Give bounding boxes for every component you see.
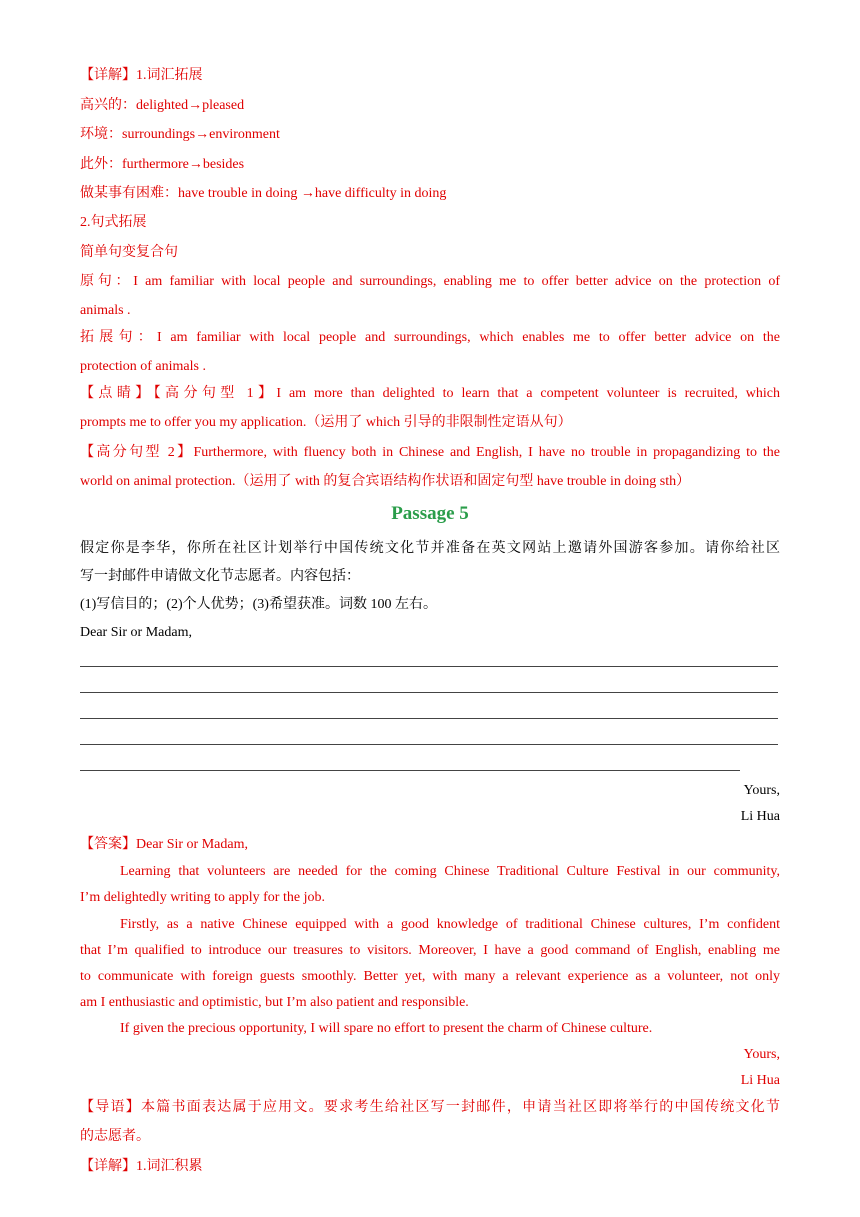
tip2-line1: 【高分句型 2】Furthermore, with fluency both in Chinese and English, I have no trouble in propagandizing to the <box>80 445 780 460</box>
guide-detail: 【详解】1.词汇积累 <box>80 1159 203 1174</box>
sentence-heading: 2.句式拓展 <box>80 215 147 230</box>
expanded-sentence-line1: 拓展句：I am familiar with local people and surroundings, which enables me to offer better advice on the <box>80 330 780 345</box>
writing-line <box>80 770 740 771</box>
expanded-sentence-line2: protection of animals . <box>80 359 206 374</box>
answer-p1-line1: Learning that volunteers are needed for the coming Chinese Traditional Culture Festival in our community, <box>120 864 780 879</box>
answer-p2-line1: Firstly, as a native Chinese equipped with a good knowledge of traditional Chinese cultures, I’m confident <box>120 917 780 932</box>
vocab-item: 做某事有困难：have trouble in doing →have difficulty in doing <box>80 186 447 201</box>
sentence-subheading: 简单句变复合句 <box>80 245 178 260</box>
writing-line <box>80 718 778 719</box>
vocab-item: 高兴的：delighted→pleased <box>80 98 245 113</box>
prompt-line2: 写一封邮件申请做文化节志愿者。内容包括： <box>80 569 360 584</box>
detail-heading: 【详解】1.词汇拓展 <box>80 68 203 83</box>
answer-closing: Yours, <box>743 1047 780 1062</box>
writing-line <box>80 692 778 693</box>
answer-p2-line4: am I enthusiastic and optimistic, but I’m also patient and responsible. <box>80 995 469 1010</box>
answer-p2-line2: that I’m qualified to introduce our treasures to visitors. Moreover, I have a good command of English, enabling me <box>80 943 780 958</box>
writing-line <box>80 666 778 667</box>
salutation: Dear Sir or Madam, <box>80 625 192 640</box>
prompt-line3: (1)写信目的；(2)个人优势；(3)希望获准。词数 100 左右。 <box>80 597 437 612</box>
answer-p2-line3: to communicate with foreign guests smoothly. Better yet, with many a relevant experience as a volunteer, not only <box>80 969 780 984</box>
vocab-item: 环境：surroundings→environment <box>80 127 280 142</box>
vocab-item: 此外：furthermore→besides <box>80 157 245 172</box>
closing: Yours, <box>743 783 780 798</box>
prompt-line1: 假定你是李华，你所在社区计划举行中国传统文化节并准备在英文网站上邀请外国游客参加。请你给社区 <box>80 541 780 556</box>
guide-line1: 【导语】本篇书面表达属于应用文。要求考生给社区写一封邮件，申请当社区即将举行的中国传统文化节 <box>80 1100 780 1115</box>
passage-title: Passage 5 <box>391 503 469 524</box>
original-sentence-line2: animals . <box>80 303 131 318</box>
original-sentence-line1: 原句：I am familiar with local people and surroundings, enabling me to offer better advice on the protection of <box>80 274 780 289</box>
guide-line2: 的志愿者。 <box>80 1129 150 1144</box>
writing-line <box>80 744 778 745</box>
tip1-line1: 【点睛】【高分句型 1】I am more than delighted to learn that a competent volunteer is recruited, which <box>80 386 780 401</box>
signature: Li Hua <box>740 809 780 824</box>
answer-signature: Li Hua <box>740 1073 780 1088</box>
answer-p3-line1: If given the precious opportunity, I will spare no effort to present the charm of Chinese culture. <box>120 1021 653 1036</box>
tip2-line2: world on animal protection.（运用了 with 的复合宾语结构作状语和固定句型 have trouble in doing sth） <box>80 474 691 489</box>
answer-label: 【答案】Dear Sir or Madam, <box>80 837 248 852</box>
answer-p1-line2: I’m delightedly writing to apply for the job. <box>80 890 325 905</box>
tip1-line2: prompts me to offer you my application.（运用了 which 引导的非限制性定语从句） <box>80 415 572 430</box>
